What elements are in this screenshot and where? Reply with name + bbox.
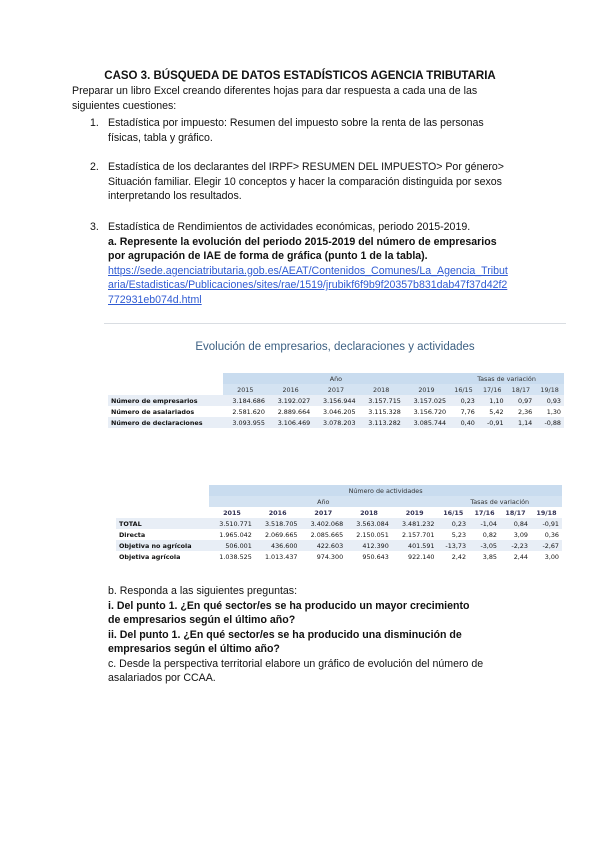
cell: 3.510.771	[209, 518, 255, 529]
row-label: Objetiva no agrícola	[116, 540, 209, 551]
cell: 1,14	[507, 417, 536, 428]
cell: 3,09	[513, 530, 528, 539]
question-b: b. Responda a las siguientes preguntas:	[108, 585, 298, 597]
item-line: interpretando los resultados.	[108, 190, 242, 202]
corner-cell	[116, 485, 209, 496]
item-bold-line: a. Represente la evolución del periodo 2015-2019 del número de empresarios	[108, 235, 497, 248]
cell: 3.093.955	[223, 417, 268, 428]
cell: 0,84	[500, 518, 531, 529]
rate-header: 16/15	[449, 384, 478, 395]
source-link[interactable]: aria/Estadisticas/Publicaciones/sites/rae/1519/jrubikf6f9b9f20357b831dab47f37d42f2	[108, 279, 508, 291]
cell: -2,23	[500, 540, 531, 551]
cell: 3.481.232	[392, 518, 438, 529]
item-line: Estadística de los declarantes del IRPF> RESUMEN DEL IMPUESTO> Por género>	[108, 161, 504, 173]
cell: 2,44	[513, 552, 528, 561]
row-label: Número de empresarios	[108, 395, 223, 406]
list-item	[108, 116, 538, 145]
cell: 7,76	[460, 407, 475, 416]
cell: 3.046.205	[323, 407, 356, 416]
question-c-line: c. Desde la perspectiva territorial elabore un gráfico de evolución del número de	[108, 657, 484, 670]
group-rates-header: Tasas de variación	[449, 373, 564, 384]
row-label: Objetiva agrícola	[119, 552, 181, 561]
intro-line: Preparar un libro Excel creando diferentes hojas para dar respuesta a cada una de las	[72, 85, 478, 97]
year-header: 2019	[404, 384, 449, 395]
cell: -1,04	[469, 518, 500, 529]
cell: 1,10	[478, 395, 507, 406]
table-row	[108, 406, 564, 417]
cell: -0,91	[478, 417, 507, 428]
cell: 3.115.328	[368, 407, 401, 416]
year-header: 2015	[209, 507, 255, 518]
cell: 1.965.042	[219, 530, 252, 539]
cell: 2,42	[451, 552, 467, 561]
item-line: físicas, tabla y gráfico.	[108, 131, 213, 144]
table-row	[108, 395, 564, 406]
year-header: 2018	[359, 384, 404, 395]
question-i-line: de empresarios según el último año?	[108, 614, 296, 626]
cell: 2.069.665	[264, 530, 298, 539]
cell: -0,88	[535, 417, 564, 428]
questions	[108, 584, 558, 686]
item-number: 3.	[90, 221, 99, 233]
row-label: TOTAL	[116, 518, 209, 529]
cell: 3.402.068	[300, 518, 346, 529]
list-item	[108, 160, 538, 204]
group-year-header: Año	[223, 373, 449, 384]
cell: 0,82	[482, 530, 497, 539]
cell: 3.085.744	[404, 417, 449, 428]
year-header: 2019	[392, 507, 438, 518]
source-link[interactable]: 772931eb074d.html	[108, 293, 202, 306]
question-ii-line: empresarios según el último año?	[108, 643, 280, 655]
question-ii-line: ii. Del punto 1. ¿En qué sector/es se ha producido una disminución de	[108, 628, 462, 641]
row-label: Número de asalariados	[111, 407, 195, 416]
item-line: Estadística de Rendimientos de actividades económicas, periodo 2015-2019.	[108, 221, 471, 233]
question-c-line: asalariados por CCAA.	[108, 672, 216, 684]
cell: 3.113.282	[359, 417, 404, 428]
cell: 950.643	[362, 552, 389, 561]
cell: 1,30	[546, 407, 561, 416]
cell: 5,42	[489, 407, 504, 416]
corner-cell	[108, 373, 223, 384]
row-label: Número de declaraciones	[108, 417, 223, 428]
cell: 3.518.705	[255, 518, 301, 529]
table-row	[116, 540, 562, 551]
cell: 0,36	[544, 530, 559, 539]
cell: 0,23	[449, 395, 478, 406]
cell: 436.600	[255, 540, 301, 551]
figure1-title: Evolución de empresarios, declaraciones y actividades	[195, 341, 475, 353]
figure-top-rule	[104, 323, 566, 324]
cell: 3.078.203	[313, 417, 358, 428]
cell: 1.013.437	[264, 552, 298, 561]
year-header: 2016	[268, 384, 313, 395]
cell: 3,00	[544, 552, 559, 561]
cell: 401.591	[392, 540, 438, 551]
rate-header: 17/16	[478, 384, 507, 395]
cell: 5,23	[451, 530, 467, 539]
cell: 3.156.944	[313, 395, 358, 406]
cell: 506.001	[209, 540, 255, 551]
cell: 3.563.084	[346, 518, 392, 529]
cell: 3.157.025	[404, 395, 449, 406]
cell: 2.889.664	[277, 407, 311, 416]
cell: 3.192.027	[268, 395, 313, 406]
cell: 0,97	[507, 395, 536, 406]
intro-line: siguientes cuestiones:	[72, 99, 177, 112]
question-i-line: i. Del punto 1. ¿En qué sector/es se ha producido un mayor crecimiento	[108, 599, 470, 612]
cell: 0,93	[535, 395, 564, 406]
item-number: 1.	[90, 117, 99, 129]
year-header: 2017	[300, 507, 346, 518]
row-label: Directa	[119, 530, 146, 539]
figure1-table	[108, 373, 564, 428]
rate-header: 18/17	[507, 384, 536, 395]
item-bold-line: por agrupación de IAE de forma de gráfica (punto 1 de la tabla).	[108, 250, 428, 262]
table-row	[116, 518, 562, 529]
item-line: Situación familiar. Elegir 10 conceptos y hacer la comparación distinguida por sexos	[108, 175, 502, 188]
cell: 2.581.620	[232, 407, 265, 416]
year-header: 2015	[223, 384, 268, 395]
rate-header: 17/16	[469, 507, 500, 518]
cell: 3.156.720	[413, 407, 447, 416]
cell: 2,36	[518, 407, 533, 416]
cell: 3.184.686	[223, 395, 268, 406]
cell: -2,67	[531, 540, 562, 551]
source-link[interactable]: https://sede.agenciatributaria.gob.es/AEAT/Contenidos_Comunes/La_Agencia_Tribut	[108, 264, 508, 277]
cell: 1.038.525	[219, 552, 252, 561]
rate-header: 19/18	[535, 384, 564, 395]
cell: 922.140	[408, 552, 435, 561]
cell: 2.150.051	[356, 530, 389, 539]
group-year-header: Año	[209, 496, 437, 507]
rate-header: 18/17	[500, 507, 531, 518]
cell: 2.085.665	[310, 530, 344, 539]
list-item	[108, 220, 548, 307]
page-title: CASO 3. BÚSQUEDA DE DATOS ESTADÍSTICOS AGENCIA TRIBUTARIA	[104, 70, 496, 82]
cell: -0,91	[531, 518, 562, 529]
table-row	[116, 529, 562, 540]
item-line: Estadística por impuesto: Resumen del impuesto sobre la renta de las personas	[108, 117, 484, 129]
year-header: 2017	[313, 384, 358, 395]
corner-cell	[108, 384, 223, 395]
cell: -3,05	[469, 540, 500, 551]
cell: 3,85	[482, 552, 497, 561]
cell: 0,40	[449, 417, 478, 428]
table-row	[108, 417, 564, 428]
group-rates-header: Tasas de variación	[437, 496, 562, 507]
corner-cell	[116, 496, 209, 507]
cell: 3.157.715	[359, 395, 404, 406]
intro	[72, 84, 542, 113]
rate-header: 19/18	[531, 507, 562, 518]
cell: -13,73	[437, 540, 469, 551]
figure2-title: Número de actividades	[209, 485, 562, 496]
cell: 2.157.701	[401, 530, 435, 539]
year-header: 2016	[255, 507, 301, 518]
cell: 412.390	[346, 540, 392, 551]
cell: 974.300	[316, 552, 344, 561]
figure2-table	[116, 485, 562, 562]
cell: 0,23	[437, 518, 469, 529]
rate-header: 16/15	[437, 507, 469, 518]
cell: 422.603	[300, 540, 346, 551]
item-number: 2.	[90, 161, 99, 173]
corner-cell	[116, 507, 209, 518]
year-header: 2018	[346, 507, 392, 518]
cell: 3.106.469	[268, 417, 313, 428]
table-row	[116, 551, 562, 562]
